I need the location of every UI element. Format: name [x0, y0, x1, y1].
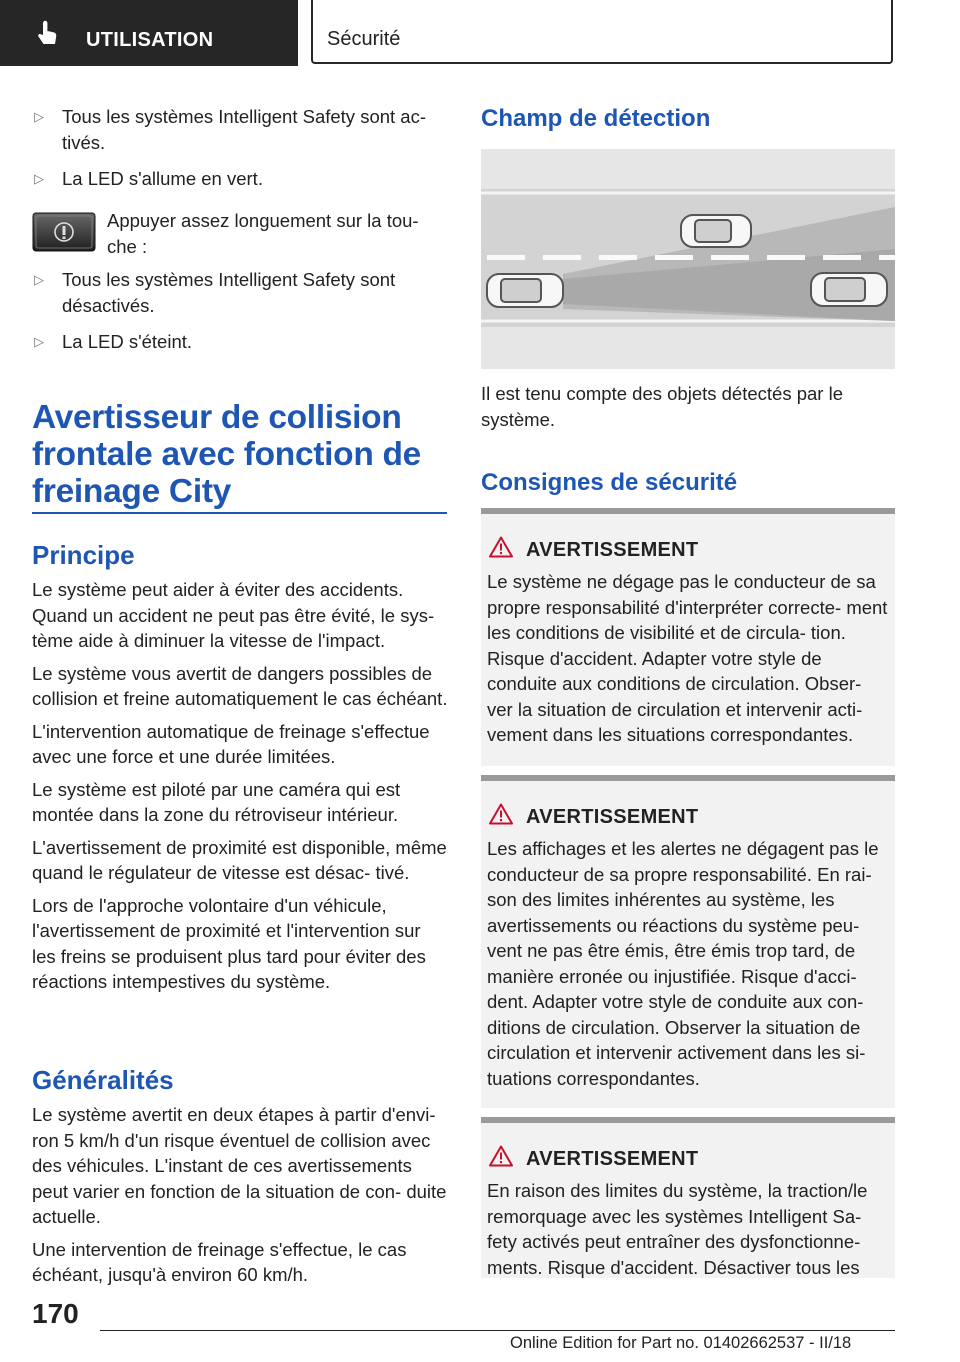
generalites-heading: Généralités — [32, 1065, 174, 1095]
warning-triangle-icon — [489, 536, 513, 558]
car-top — [681, 215, 751, 247]
button-instruction: Appuyer assez longuement sur la tou‐ che : — [107, 210, 419, 257]
left-bullets-2 — [34, 267, 446, 355]
triangle-right-icon: ▷ — [34, 272, 44, 287]
edition-note: Online Edition for Part no. 01402662537 - II/18 — [510, 1334, 852, 1352]
generalites-body: Le système avertit en deux étapes à partir d'envi‐ ron 5 km/h d'un risque éventuel de collision avec des véhicules. L'instant de ces avertissements peut varier en fonction de la situation de con‐ duite actuelle. Une intervention de freinage s'effectue, le cas échéant, jusqu'à environ 60 km/h. — [32, 1104, 447, 1285]
header-topic-label: Sécurité — [327, 28, 401, 50]
consignes-heading: Consignes de sécurité — [481, 469, 738, 496]
warning-title: AVERTISSEMENT — [526, 806, 699, 828]
footer-divider — [100, 1330, 895, 1331]
warning-text: Les affichages et les alertes ne dégagent pas le conducteur de sa propre responsabilité. En rai‐ son des limites inhérentes au système, les avertissements ou réactions du système peu‐ vent ne pas être émis, être émis trop tard, de manière erronée ou injustifiée. Risque d'acci‐ dent. Adapter votre style de conduite aux con‐ ditions de circulation. Observer la situation de circulation et intervenir activement dans les si‐ tuations correspondantes. — [487, 838, 879, 1089]
warning-box — [481, 775, 895, 1108]
car-front — [811, 273, 887, 306]
triangle-right-icon: ▷ — [34, 171, 44, 186]
triangle-right-icon: ▷ — [34, 109, 44, 124]
list-item: ▷ La LED s'allume en vert. — [34, 166, 446, 192]
warning-triangle-icon — [489, 803, 513, 825]
warning-title: AVERTISSEMENT — [526, 1148, 699, 1170]
left-bullets-1 — [34, 104, 446, 192]
page-number: 170 — [32, 1298, 79, 1329]
title-divider — [32, 512, 447, 514]
hand-pointer-icon — [34, 20, 62, 48]
safety-button-icon — [32, 212, 96, 252]
list-item: ▷ Tous les systèmes Intelligent Safety sont ac‐ tivés. — [34, 106, 427, 153]
header-topic-tab — [311, 0, 893, 64]
warning-text: En raison des limites du système, la traction/le remorquage avec les systèmes Intelligent Sa‐ fety activés peut entraîner des dysfonctionne‐ ments. Risque d'accident. Désactiver tous les — [487, 1180, 868, 1278]
header-section-tab — [0, 0, 298, 66]
warning-triangle-icon — [489, 1145, 513, 1167]
warning-text: Le système ne dégage pas le conducteur de sa propre responsabilité d'interpréter correcte‐ ment les conditions de visibilité et de circula‐ tion. Risque d'accident. Adapter votre style de conduite aux conditions de circulation. Obser‐ ver la situation de circulation et intervenir acti‐ vement dans les situations correspondantes. — [487, 571, 888, 745]
header-section-label: UTILISATION — [86, 29, 214, 51]
champ-heading: Champ de détection — [481, 105, 711, 132]
triangle-right-icon: ▷ — [34, 334, 44, 349]
champ-body: Il est tenu compte des objets détectés par le système. — [481, 383, 843, 430]
principe-heading: Principe — [32, 540, 135, 570]
detection-field-illustration — [481, 149, 895, 369]
list-item: ▷ La LED s'éteint. — [34, 329, 446, 355]
warning-box — [481, 508, 895, 766]
car-rear — [487, 274, 563, 307]
warning-title: AVERTISSEMENT — [526, 539, 699, 561]
section-title: Avertisseur de collision frontale avec fonction de freinage City — [32, 399, 421, 510]
principe-body: Le système peut aider à éviter des accidents. Quand un accident ne peut pas être évité, le sys‐ tème aide à diminuer la vitesse de l'impact. Le système vous avertit de dangers possibles de collision et freine automatiquement le cas échéant. L'intervention automatique de freinage s'effectue avec une force et une durée limitées. Le système est piloté par une caméra qui est montée dans la zone du rétroviseur intérieur. L'avertissement de proximité est disponible, même quand le régulateur de vitesse est désac‐ tivé. Lors de l'approche volontaire d'un véhicule, l'avertissement de proximité et l'intervention sur les freins se produisent plus tard pour éviter des réactions intempestives du système. — [32, 579, 448, 992]
list-item: ▷ Tous les systèmes Intelligent Safety sont désactivés. — [34, 269, 396, 316]
warning-box — [481, 1117, 895, 1278]
